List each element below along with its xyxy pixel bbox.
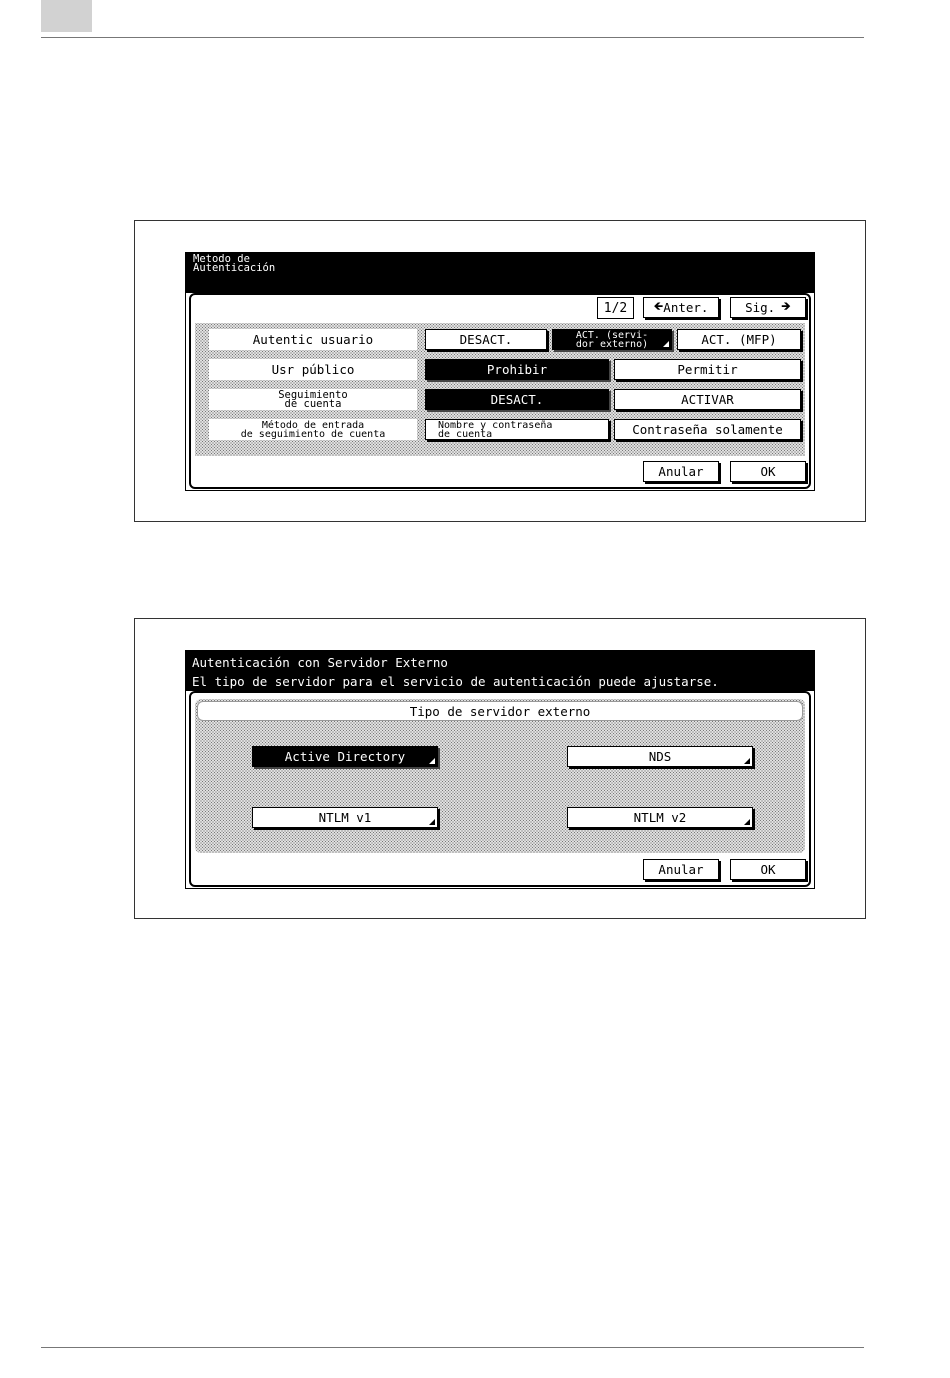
submenu-corner-icon — [429, 758, 435, 764]
next-page-button[interactable] — [730, 297, 806, 318]
nds-button[interactable] — [567, 746, 753, 767]
screen-title — [193, 255, 275, 273]
title-bar — [186, 253, 814, 293]
submenu-corner-icon — [429, 819, 435, 825]
active-directory-button[interactable] — [252, 746, 438, 767]
figure-authentication-method — [134, 220, 866, 522]
title-bar — [186, 651, 814, 691]
user-auth-external-server-button[interactable] — [552, 329, 672, 350]
submenu-corner-icon — [744, 758, 750, 764]
ntlm-v1-button[interactable] — [252, 807, 438, 828]
page-tab-marker — [41, 0, 92, 32]
button-label: ACTIVAR — [681, 392, 734, 407]
section-header — [197, 701, 803, 721]
row-label-user-auth — [209, 329, 417, 350]
row-label-line-1: Seguimiento — [278, 388, 348, 401]
ok-button[interactable] — [730, 461, 806, 482]
cancel-button[interactable] — [643, 859, 719, 880]
row-label-track-input-method — [209, 419, 417, 440]
row-label-line-1: Método de entrada — [261, 419, 365, 431]
button-label: Prohibir — [486, 362, 548, 377]
server-type-area — [195, 699, 805, 853]
row-label-public-user — [209, 359, 417, 380]
submenu-corner-icon — [663, 341, 669, 347]
account-track-off-button[interactable] — [425, 389, 609, 410]
cancel-button[interactable] — [643, 461, 719, 482]
footer-rule — [41, 1347, 864, 1348]
title-line-2: Autenticación — [193, 262, 276, 274]
button-label-line-2: de cuenta — [438, 429, 493, 440]
public-user-prohibit-button[interactable] — [425, 359, 609, 380]
cancel-label: Anular — [658, 862, 704, 877]
header-rule — [41, 37, 864, 38]
right-arrow-icon: 🡺 — [781, 299, 791, 313]
public-user-allow-button[interactable] — [614, 359, 801, 380]
button-label: Active Directory — [284, 749, 406, 764]
cancel-label: Anular — [658, 464, 704, 479]
external-server-screen — [185, 650, 815, 889]
title-line-2: El tipo de servidor para el servicio de autenticación puede ajustarse. — [192, 674, 719, 689]
figure-external-server — [134, 618, 866, 919]
settings-panel — [189, 293, 811, 489]
button-label: NDS — [648, 749, 672, 764]
user-auth-mfp-button[interactable] — [677, 329, 801, 350]
account-track-on-button[interactable] — [614, 389, 801, 410]
prev-page-label: Anter. — [663, 300, 709, 315]
button-label-line-1: ACT. (servi- — [575, 330, 649, 341]
page-indicator — [597, 297, 634, 319]
button-label: NTLM v1 — [318, 810, 372, 825]
next-page-label: Sig. — [745, 300, 776, 315]
button-label: DESACT. — [459, 332, 513, 347]
ok-label: OK — [760, 464, 776, 479]
button-label: DESACT. — [490, 392, 544, 407]
submenu-corner-icon — [744, 819, 750, 825]
title-line-1: Autenticación con Servidor Externo — [192, 655, 448, 670]
row-label-line-2: de seguimiento de cuenta — [240, 428, 386, 440]
button-label-line-2: dor externo) — [575, 339, 649, 350]
auth-method-screen — [185, 252, 815, 491]
left-arrow-icon: 🡸 — [653, 299, 664, 313]
ok-label: OK — [760, 862, 776, 877]
settings-grid — [195, 323, 805, 456]
button-label: Permitir — [677, 362, 738, 377]
name-and-password-button[interactable] — [425, 419, 609, 440]
title-line-1: Metodo de — [193, 253, 250, 265]
screen-title — [192, 653, 719, 691]
user-auth-off-button[interactable] — [425, 329, 547, 350]
password-only-button[interactable] — [614, 419, 801, 440]
button-label: ACT. (MFP) — [701, 332, 777, 347]
prev-page-button[interactable] — [643, 297, 719, 318]
ok-button[interactable] — [730, 859, 806, 880]
button-label: NTLM v2 — [633, 810, 687, 825]
ntlm-v2-button[interactable] — [567, 807, 753, 828]
row-label-text: Autentic usuario — [252, 332, 374, 347]
row-label-account-track — [209, 389, 417, 410]
button-label: Contraseña solamente — [632, 422, 783, 437]
button-label-line-1: Nombre y contraseña — [438, 420, 553, 431]
row-label-line-2: de cuenta — [284, 397, 342, 410]
page-indicator-text: 1/2 — [603, 300, 628, 316]
section-header-text: Tipo de servidor externo — [409, 703, 591, 719]
server-type-panel — [189, 691, 811, 887]
row-label-text: Usr público — [271, 362, 355, 377]
